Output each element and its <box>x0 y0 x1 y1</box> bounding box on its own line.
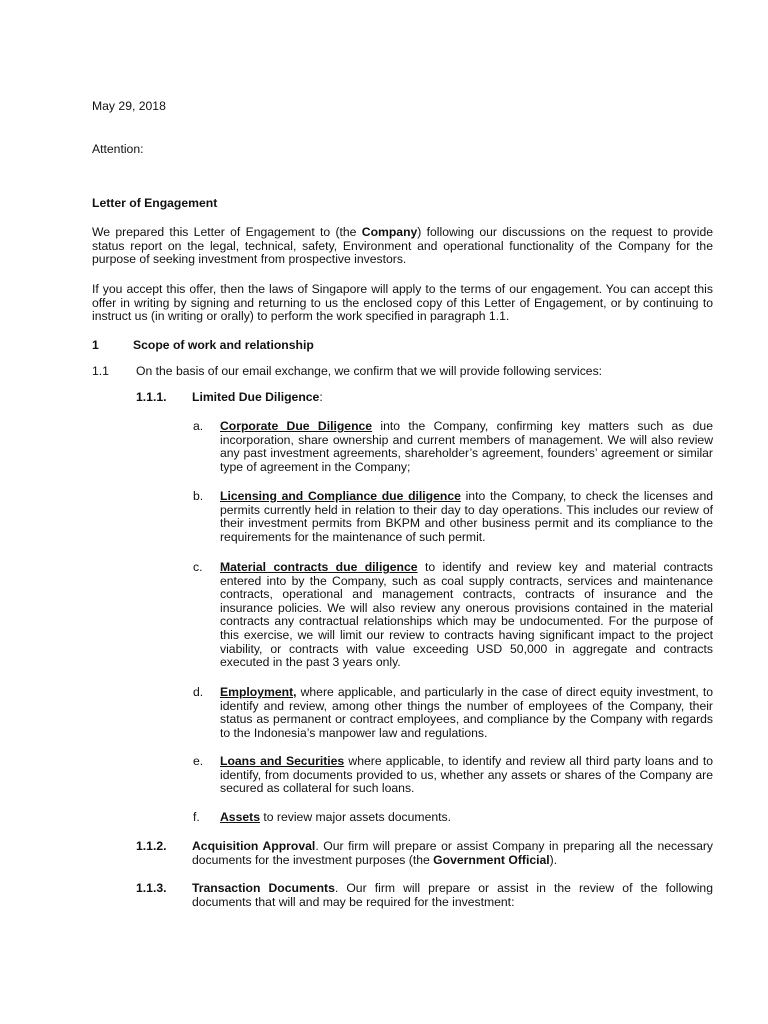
list-item-letter: b. <box>193 489 204 503</box>
intro-paragraph-2: If you accept this offer, then the laws of Singapore will apply to the terms of our engagement. You can accept this offer in writing by signing and returning to us the enclosed copy of this Letter of Engagement, or by continuing to instruct us (in writing or orally) to perform the work specified in paragraph 1.1. <box>92 282 713 324</box>
clause-title: Limited Due Diligence: <box>192 390 323 404</box>
list-item-letter: a. <box>193 419 204 433</box>
list-item-letter: c. <box>193 560 203 574</box>
clause-body: Acquisition Approval. Our firm will prepare or assist Company in preparing all the necessary documents for the investment purposes (the Government Official). <box>192 839 714 867</box>
clause-number: 1.1.2. <box>136 839 167 853</box>
subsection-text: On the basis of our email exchange, we confirm that we will provide following services: <box>136 364 603 378</box>
list-item-letter: e. <box>193 754 204 768</box>
letter-date: May 29, 2018 <box>92 99 166 113</box>
list-item: Licensing and Compliance due diligence into the Company, to check the licenses and permits currently held in relation to their day to day operations. This includes our review of their investment permits from BKPM and other business permit and its compliance to the requirements for the maintenance of such permit. <box>220 489 713 544</box>
list-item: Employment, where applicable, and particularly in the case of direct equity investment, to identify and review, among other things the number of employees of the Company, their status as permanent or contract employees, and compliance by the Company with regards to the Indonesia’s manpower law and regulations. <box>220 685 713 740</box>
section-number: 1 <box>92 338 99 352</box>
attention-line: Attention: <box>92 142 144 156</box>
clause-number: 1.1.1. <box>136 390 167 404</box>
intro-paragraph-1: We prepared this Letter of Engagement to (the Company) following our discussions on the request to provide status report on the legal, technical, safety, Environment and operational functionality of the Company for the purpose of seeking investment from prospective investors. <box>92 225 714 267</box>
section-title: Scope of work and relationship <box>133 338 314 352</box>
list-item: Corporate Due Diligence into the Company, confirming key matters such as due incorporation, share ownership and current members of management. We will also review any past investment agreements, shareholder’s agreement, founders’ agreement or similar type of agreement in the Company; <box>220 419 713 474</box>
clause-number: 1.1.3. <box>136 881 167 895</box>
clause-body: Transaction Documents. Our firm will prepare or assist in the review of the following documents that will and may be required for the investment: <box>192 881 713 909</box>
list-item-letter: f. <box>193 810 200 824</box>
list-item-letter: d. <box>193 685 204 699</box>
list-item: Assets to review major assets documents. <box>220 810 451 824</box>
list-item: Material contracts due diligence to identify and review key and material contracts entered into by the Company, such as coal supply contracts, services and maintenance contracts, operational and management contracts, contracts of insurance and the insurance policies. We will also review any onerous provisions contained in the material contracts any contractual relationships which may be undocumented. For the purpose of this exercise, we will limit our review to contracts having significant impact to the project viability, or contracts with value exceeding USD 50,000 in aggregate and contracts executed in the past 3 years only. <box>220 560 714 670</box>
letter-title: Letter of Engagement <box>92 196 218 210</box>
company-term: Company <box>361 225 418 239</box>
list-item: Loans and Securities where applicable, to identify and review all third party loans and to identify, from documents provided to us, whether any assets or shares of the Company are secured as collateral for such loans. <box>220 754 714 796</box>
subsection-number: 1.1 <box>92 364 109 378</box>
